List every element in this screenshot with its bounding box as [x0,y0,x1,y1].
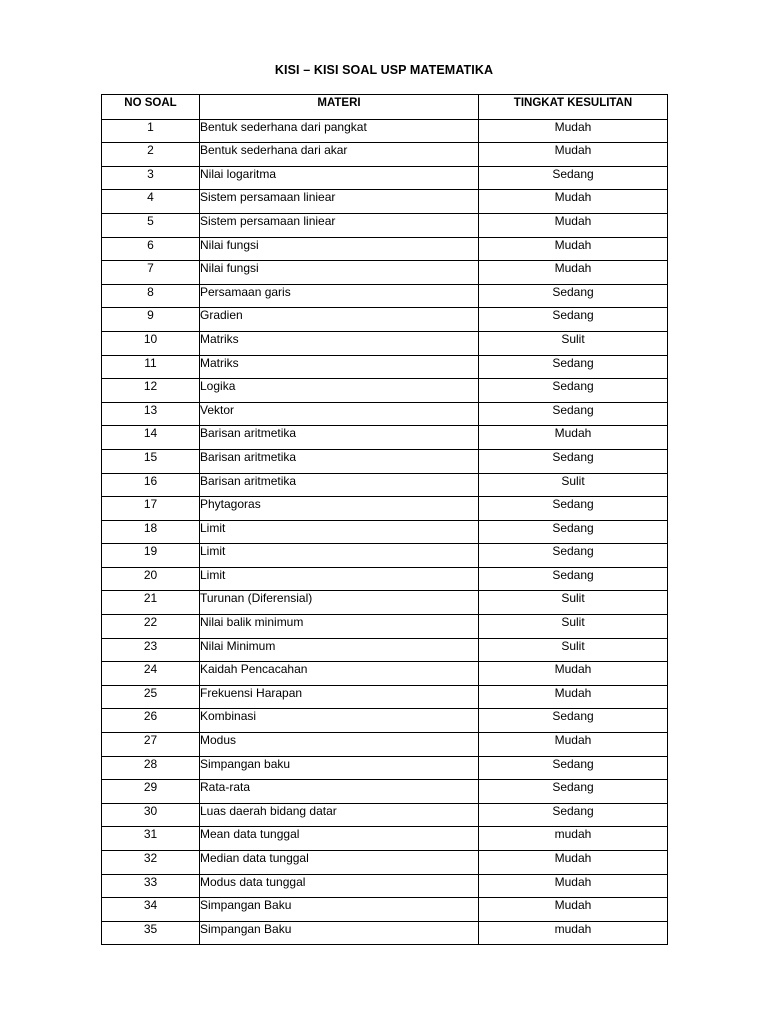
table-row [102,567,668,591]
cell-tingkat-kesulitan: Mudah [479,426,668,450]
cell-materi: Limit [200,567,479,591]
cell-tingkat-kesulitan: Sedang [479,497,668,521]
cell-materi: Limit [200,544,479,568]
table-header-row [102,95,668,120]
cell-no-soal: 17 [102,497,200,521]
table-row [102,284,668,308]
table-row [102,190,668,214]
table-row [102,119,668,143]
cell-no-soal: 18 [102,520,200,544]
cell-materi: Bentuk sederhana dari akar [200,143,479,167]
table-row [102,520,668,544]
cell-tingkat-kesulitan: Mudah [479,143,668,167]
cell-no-soal: 29 [102,780,200,804]
cell-materi: Barisan aritmetika [200,473,479,497]
table-row [102,237,668,261]
cell-no-soal: 10 [102,331,200,355]
cell-no-soal: 33 [102,874,200,898]
cell-materi: Logika [200,379,479,403]
cell-no-soal: 20 [102,567,200,591]
cell-tingkat-kesulitan: mudah [479,921,668,945]
table-row [102,213,668,237]
table-row [102,402,668,426]
header-no-soal: NO SOAL [102,95,200,120]
cell-tingkat-kesulitan: Sulit [479,591,668,615]
table-row [102,733,668,757]
cell-no-soal: 3 [102,166,200,190]
cell-materi: Nilai balik minimum [200,615,479,639]
cell-tingkat-kesulitan: Sulit [479,331,668,355]
cell-no-soal: 1 [102,119,200,143]
cell-no-soal: 24 [102,662,200,686]
cell-materi: Barisan aritmetika [200,426,479,450]
cell-materi: Nilai Minimum [200,638,479,662]
table-row [102,355,668,379]
cell-tingkat-kesulitan: Mudah [479,119,668,143]
table-row [102,851,668,875]
cell-tingkat-kesulitan: Mudah [479,261,668,285]
table-row [102,591,668,615]
cell-materi: Persamaan garis [200,284,479,308]
cell-materi: Turunan (Diferensial) [200,591,479,615]
cell-tingkat-kesulitan: Mudah [479,851,668,875]
cell-no-soal: 2 [102,143,200,167]
cell-materi: Simpangan Baku [200,898,479,922]
table-row [102,308,668,332]
header-tingkat-kesulitan: TINGKAT KESULITAN [479,95,668,120]
cell-no-soal: 6 [102,237,200,261]
cell-materi: Simpangan baku [200,756,479,780]
table-row [102,638,668,662]
header-materi: MATERI [200,95,479,120]
cell-materi: Kaidah Pencacahan [200,662,479,686]
cell-tingkat-kesulitan: Sulit [479,615,668,639]
cell-tingkat-kesulitan: Mudah [479,662,668,686]
cell-no-soal: 16 [102,473,200,497]
cell-tingkat-kesulitan: Sedang [479,803,668,827]
cell-materi: Modus data tunggal [200,874,479,898]
cell-tingkat-kesulitan: Mudah [479,898,668,922]
cell-materi: Luas daerah bidang datar [200,803,479,827]
table-row [102,780,668,804]
cell-tingkat-kesulitan: Sedang [479,402,668,426]
document-title: KISI – KISI SOAL USP MATEMATIKA [274,63,494,77]
cell-no-soal: 12 [102,379,200,403]
cell-no-soal: 31 [102,827,200,851]
cell-tingkat-kesulitan: Sedang [479,284,668,308]
cell-materi: Limit [200,520,479,544]
cell-no-soal: 23 [102,638,200,662]
table-row [102,426,668,450]
cell-tingkat-kesulitan: Sedang [479,355,668,379]
table-row [102,473,668,497]
table-row [102,331,668,355]
cell-no-soal: 4 [102,190,200,214]
cell-no-soal: 21 [102,591,200,615]
table-row [102,803,668,827]
kisi-soal-table [101,94,668,945]
cell-no-soal: 8 [102,284,200,308]
cell-tingkat-kesulitan: Sedang [479,756,668,780]
table-row [102,874,668,898]
cell-materi: Rata-rata [200,780,479,804]
cell-no-soal: 11 [102,355,200,379]
cell-no-soal: 5 [102,213,200,237]
cell-no-soal: 14 [102,426,200,450]
cell-materi: Median data tunggal [200,851,479,875]
table-row [102,662,668,686]
cell-no-soal: 30 [102,803,200,827]
cell-tingkat-kesulitan: Sulit [479,473,668,497]
cell-no-soal: 22 [102,615,200,639]
cell-materi: Gradien [200,308,479,332]
cell-materi: Phytagoras [200,497,479,521]
cell-materi: Nilai fungsi [200,261,479,285]
cell-no-soal: 26 [102,709,200,733]
table-row [102,709,668,733]
cell-tingkat-kesulitan: Mudah [479,733,668,757]
table-row [102,143,668,167]
cell-materi: Sistem persamaan liniear [200,213,479,237]
table-row [102,261,668,285]
table-row [102,756,668,780]
cell-no-soal: 15 [102,449,200,473]
cell-no-soal: 28 [102,756,200,780]
table-row [102,166,668,190]
cell-materi: Matriks [200,355,479,379]
cell-materi: Nilai fungsi [200,237,479,261]
cell-tingkat-kesulitan: Sedang [479,709,668,733]
cell-tingkat-kesulitan: Sedang [479,780,668,804]
cell-materi: Modus [200,733,479,757]
cell-materi: Barisan aritmetika [200,449,479,473]
table-row [102,615,668,639]
cell-materi: Matriks [200,331,479,355]
cell-materi: Kombinasi [200,709,479,733]
cell-no-soal: 19 [102,544,200,568]
cell-materi: Sistem persamaan liniear [200,190,479,214]
cell-no-soal: 27 [102,733,200,757]
cell-materi: Frekuensi Harapan [200,685,479,709]
table-row [102,544,668,568]
table-row [102,898,668,922]
cell-tingkat-kesulitan: Mudah [479,190,668,214]
cell-materi: Simpangan Baku [200,921,479,945]
cell-no-soal: 32 [102,851,200,875]
cell-tingkat-kesulitan: Sedang [479,567,668,591]
cell-materi: Nilai logaritma [200,166,479,190]
cell-tingkat-kesulitan: Mudah [479,685,668,709]
table-row [102,379,668,403]
cell-tingkat-kesulitan: Sedang [479,544,668,568]
cell-materi: Bentuk sederhana dari pangkat [200,119,479,143]
cell-no-soal: 35 [102,921,200,945]
cell-tingkat-kesulitan: Mudah [479,874,668,898]
cell-materi: Vektor [200,402,479,426]
table-row [102,827,668,851]
table-body [102,119,668,945]
cell-no-soal: 9 [102,308,200,332]
cell-tingkat-kesulitan: Sedang [479,449,668,473]
cell-tingkat-kesulitan: Sedang [479,166,668,190]
cell-tingkat-kesulitan: Sedang [479,520,668,544]
table-row [102,449,668,473]
cell-no-soal: 25 [102,685,200,709]
table-row [102,921,668,945]
cell-tingkat-kesulitan: Sedang [479,308,668,332]
cell-materi: Mean data tunggal [200,827,479,851]
cell-tingkat-kesulitan: mudah [479,827,668,851]
cell-tingkat-kesulitan: Sedang [479,379,668,403]
table-row [102,685,668,709]
cell-no-soal: 34 [102,898,200,922]
cell-tingkat-kesulitan: Mudah [479,237,668,261]
cell-tingkat-kesulitan: Mudah [479,213,668,237]
cell-tingkat-kesulitan: Sulit [479,638,668,662]
cell-no-soal: 13 [102,402,200,426]
table-row [102,497,668,521]
cell-no-soal: 7 [102,261,200,285]
